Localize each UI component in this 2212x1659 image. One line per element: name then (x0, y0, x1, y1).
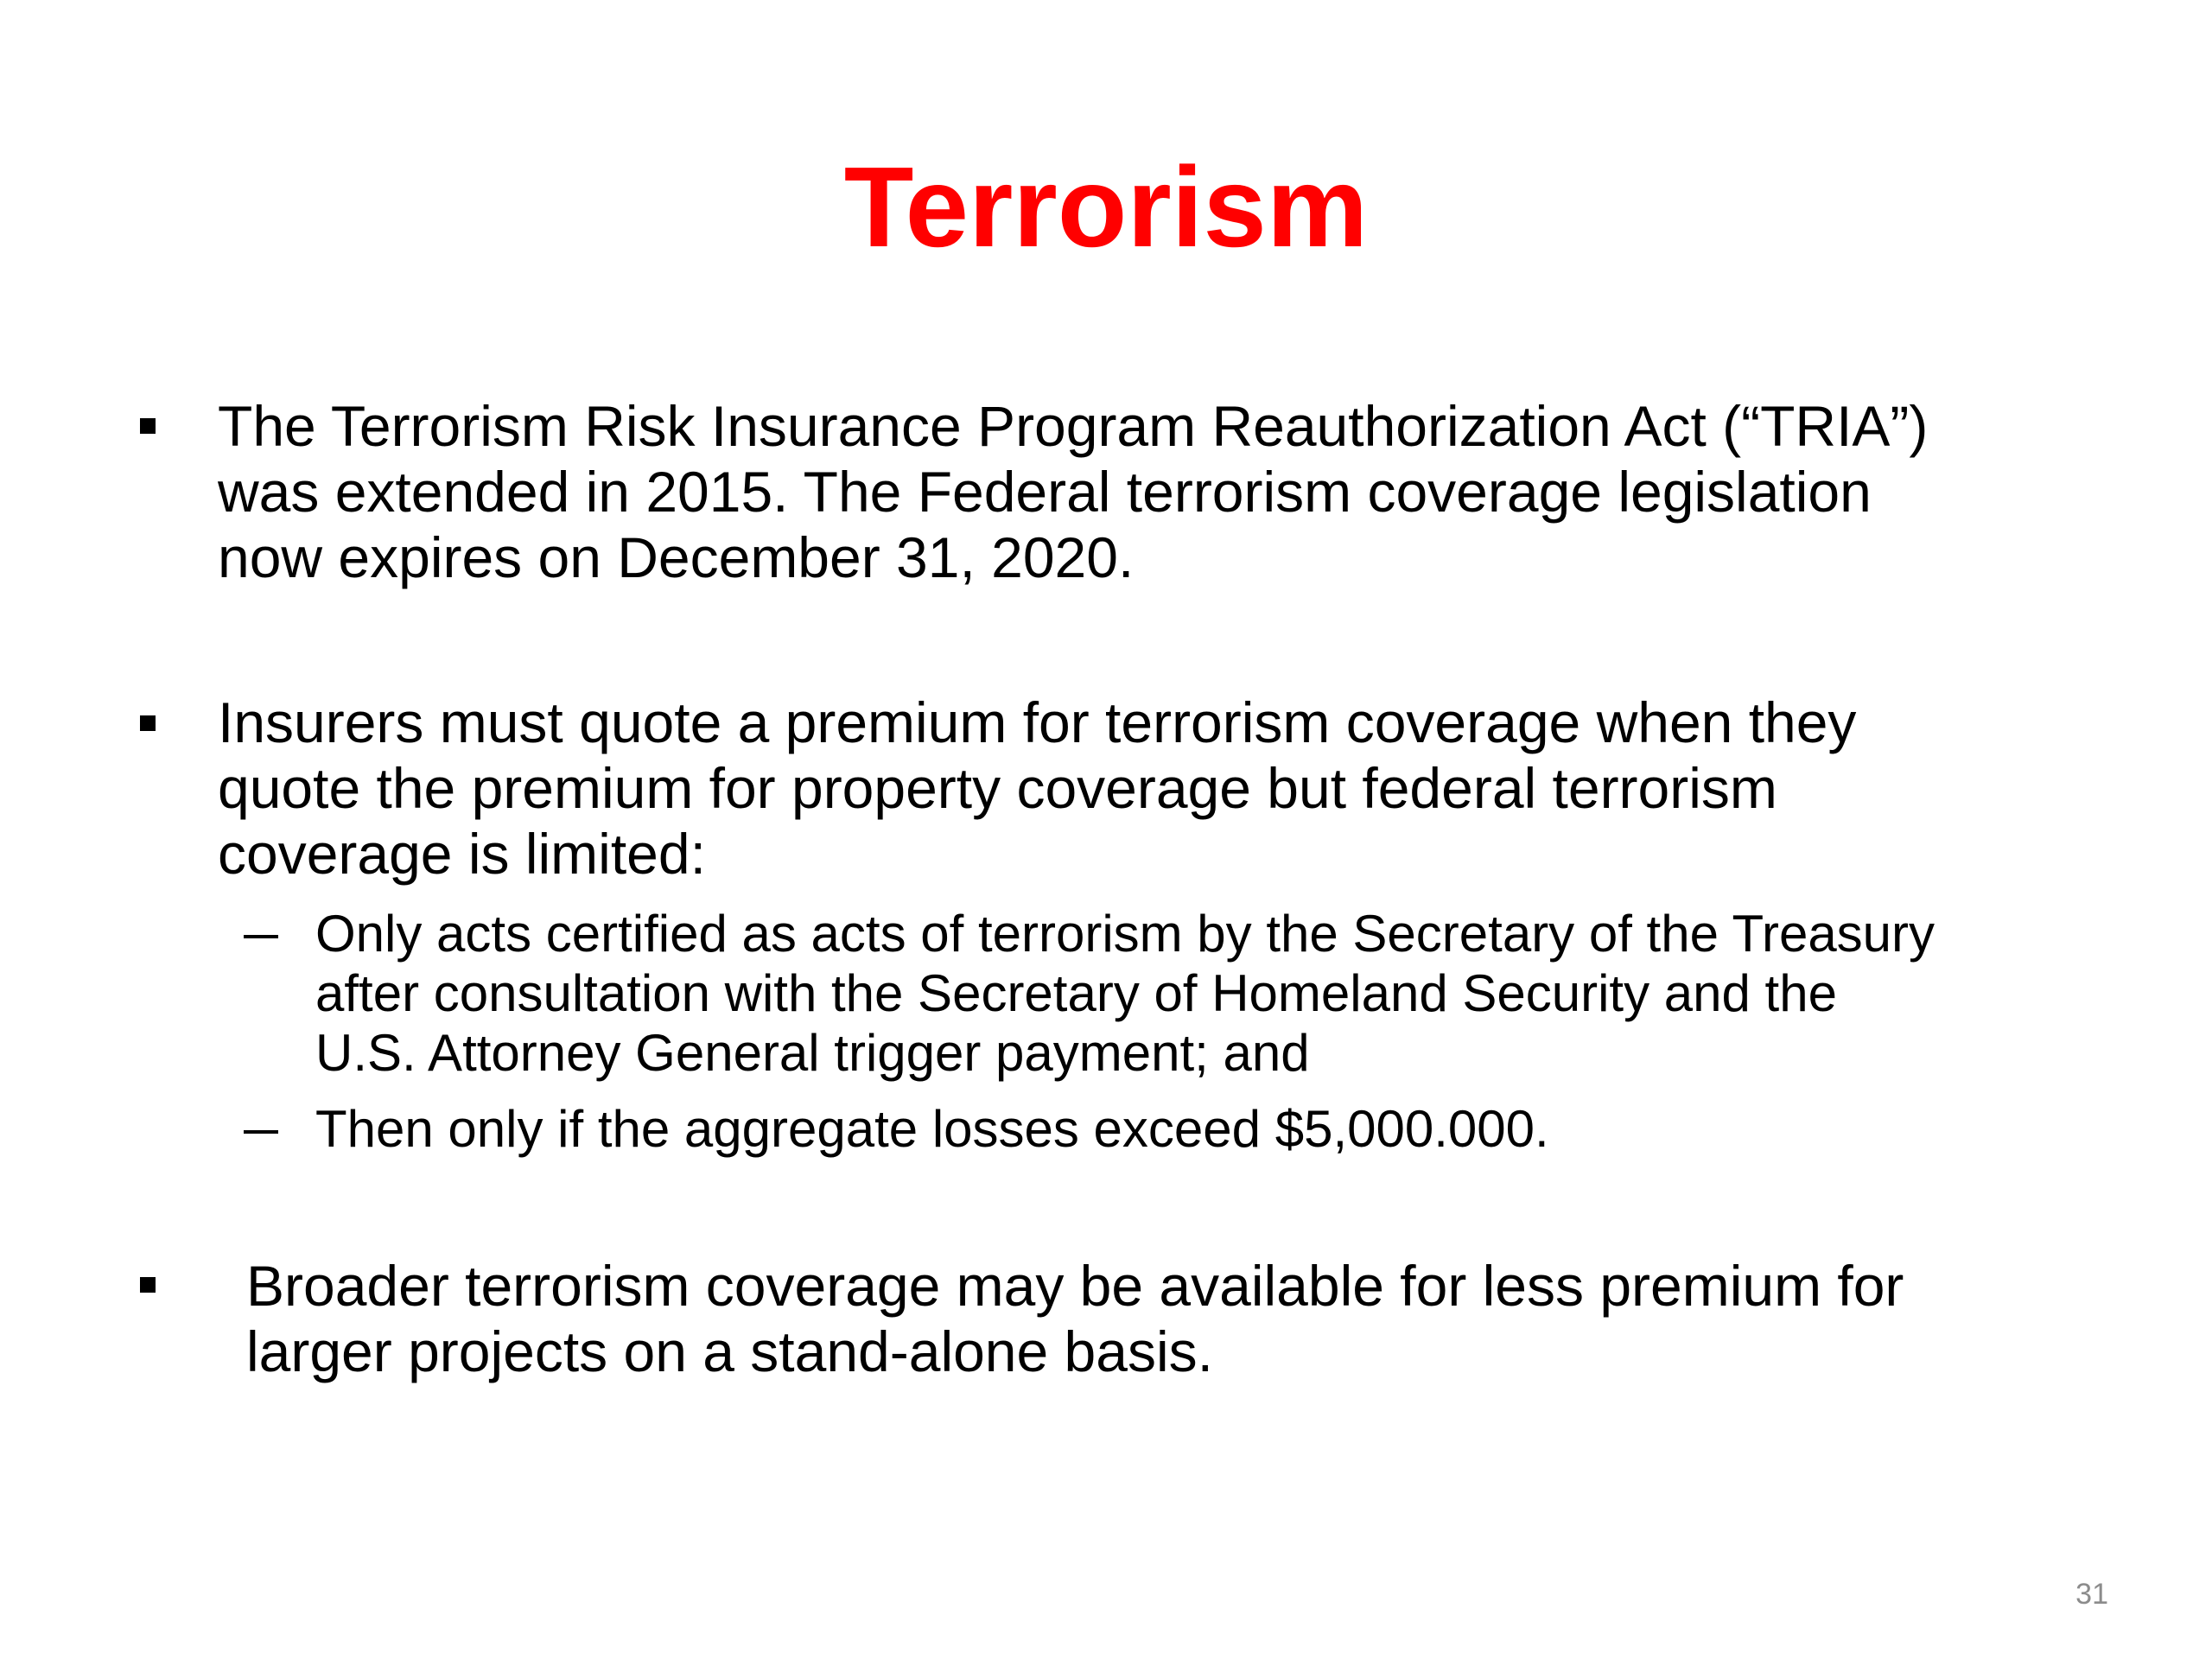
sub-bullet-line: U.S. Attorney General trigger payment; and (315, 1024, 1310, 1082)
slide-title: Terrorism (843, 143, 1369, 270)
sub-bullet-line: Only acts certified as acts of terrorism by the Secretary of the Treasury (315, 905, 1936, 963)
sub-bullet-text (315, 1099, 1549, 1159)
bullet-text (218, 393, 1928, 590)
square-bullet-icon (140, 418, 156, 434)
bullet-text (246, 1253, 1904, 1384)
sub-bullet-line: after consultation with the Secretary of Homeland Security and the (315, 964, 1837, 1022)
sub-bullet-line: Then only if the aggregate losses exceed $5,000.000. (315, 1100, 1549, 1158)
dash-bullet-icon (244, 1130, 278, 1134)
page-number: 31 (2075, 1578, 2108, 1611)
square-bullet-icon (140, 715, 156, 731)
sub-bullet-text (315, 904, 1935, 1083)
bullet-line: coverage is limited: (218, 822, 706, 886)
dash-bullet-icon (244, 935, 278, 938)
bullet-line: was extended in 2015. The Federal terrorism coverage legislation (218, 460, 1872, 524)
bullet-text (218, 690, 1856, 887)
bullet-line: now expires on December 31, 2020. (218, 525, 1135, 589)
bullet-line: larger projects on a stand-alone basis. (246, 1319, 1213, 1383)
bullet-line: The Terrorism Risk Insurance Program Reauthorization Act (“TRIA”) (218, 394, 1929, 458)
bullet-line: Broader terrorism coverage may be available for less premium for (246, 1254, 1904, 1318)
square-bullet-icon (140, 1277, 156, 1293)
bullet-line: Insurers must quote a premium for terrorism coverage when they (218, 690, 1857, 754)
bullet-line: quote the premium for property coverage but federal terrorism (218, 756, 1777, 820)
